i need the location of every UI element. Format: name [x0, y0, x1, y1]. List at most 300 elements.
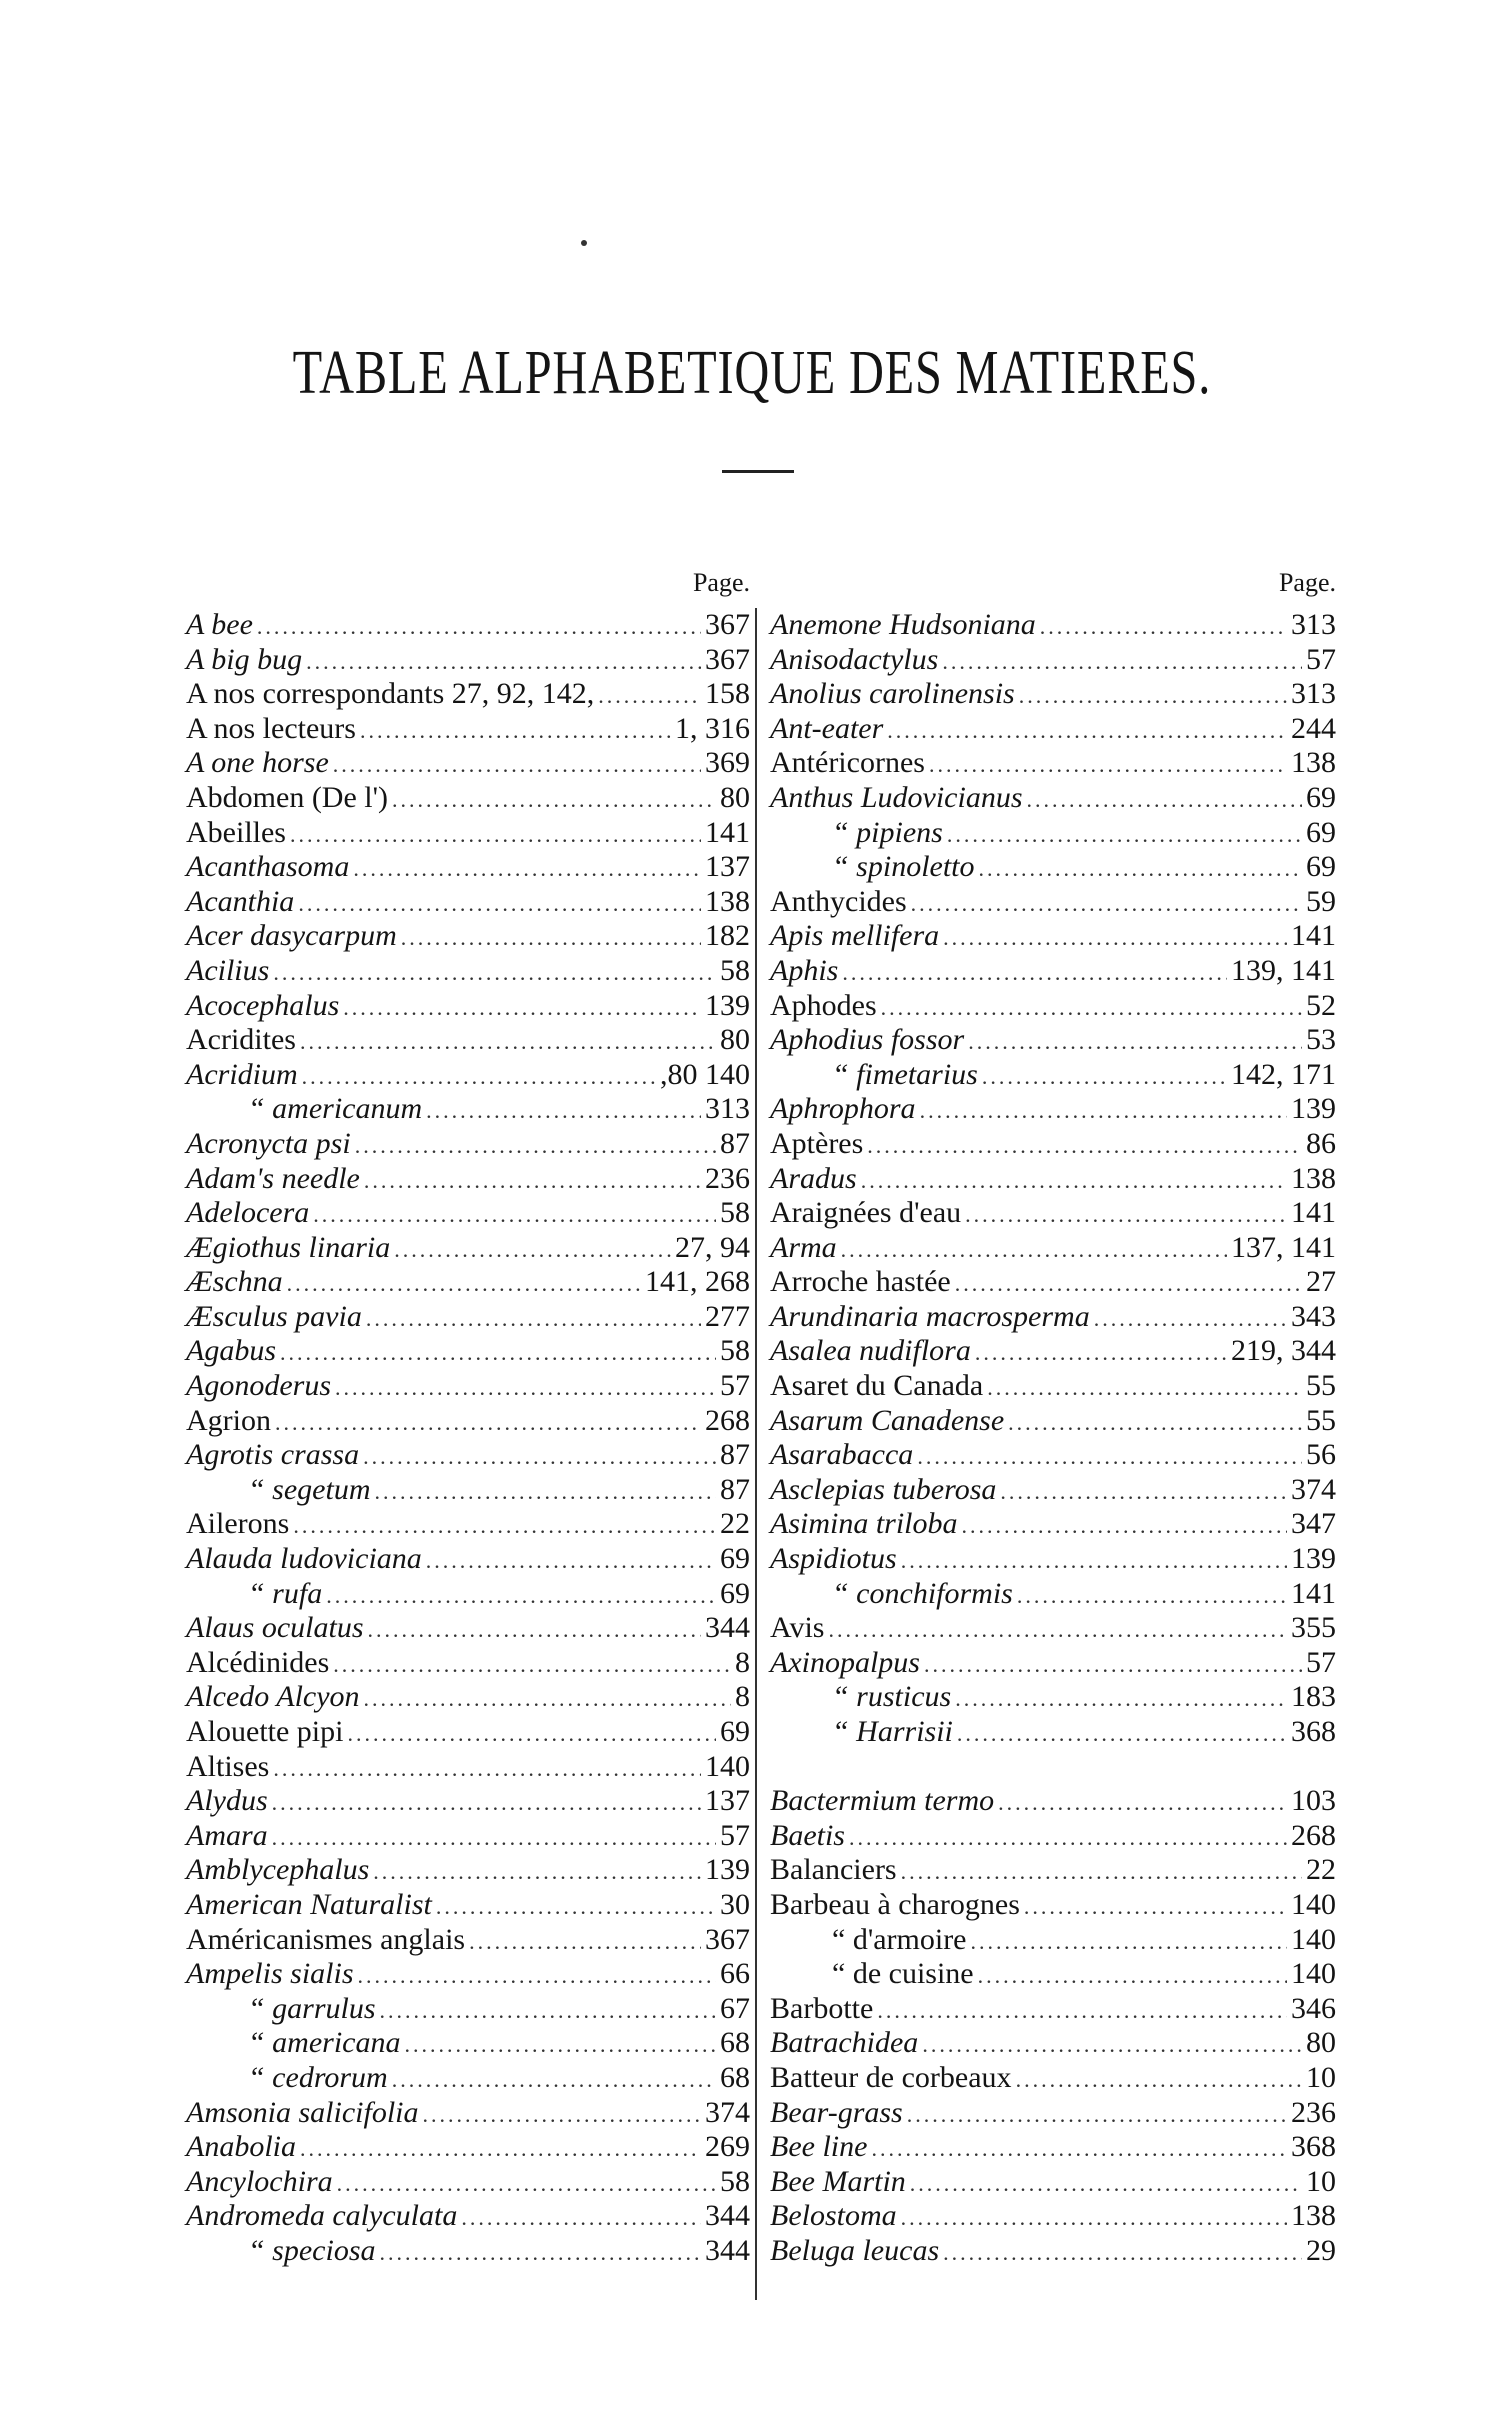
dot-leader: [942, 645, 1302, 680]
page-number: 55: [1306, 1403, 1336, 1437]
dot-leader: [287, 1267, 641, 1302]
page-title: TABLE ALPHABETIQUE DES MATIERES.: [292, 338, 1212, 407]
page-number: 182: [705, 919, 750, 953]
index-entry: [770, 989, 1336, 1024]
index-entry: [186, 712, 750, 747]
page-number: 30: [720, 1887, 750, 1921]
page-number: 139: [705, 1853, 750, 1887]
page-number: 219, 344: [1231, 1334, 1336, 1368]
dot-leader: [353, 852, 701, 887]
index-entry: [186, 1888, 750, 1923]
index-term: Acanthasoma: [186, 850, 350, 884]
index-term: “ conchiformis: [832, 1576, 1013, 1610]
index-entry: [186, 1334, 750, 1369]
index-entry: [186, 2026, 750, 2061]
page-number: 138: [1291, 2199, 1336, 2233]
page-number: 236: [705, 1161, 750, 1195]
index-term: Aptères: [770, 1126, 864, 1160]
dot-leader: [426, 1094, 701, 1129]
index-entry: [186, 2130, 750, 2165]
page-number: 66: [720, 1957, 750, 1991]
page-number: 244: [1291, 711, 1336, 745]
dot-leader: [1019, 679, 1287, 714]
dot-leader: [373, 1855, 701, 1890]
index-term: “ rufa: [248, 1576, 323, 1610]
index-term: Alaus oculatus: [186, 1611, 364, 1645]
dot-leader: [965, 1198, 1287, 1233]
page-number: 346: [1291, 1991, 1336, 2025]
page-number: 27, 94: [675, 1230, 750, 1264]
page-number: 57: [1306, 642, 1336, 676]
page-number: 141: [1291, 919, 1336, 953]
page-number: 139: [1291, 1092, 1336, 1126]
index-entry: [186, 1715, 750, 1750]
index-entry: [186, 1646, 750, 1681]
page-number: 69: [720, 1542, 750, 1576]
page-number: 367: [705, 608, 750, 641]
index-term: Anthycides: [770, 884, 907, 918]
index-entry: [770, 2199, 1336, 2234]
dot-leader: [290, 818, 701, 853]
index-entry: [186, 989, 750, 1024]
dot-leader: [272, 1821, 716, 1856]
index-entry: [186, 954, 750, 989]
dot-leader: [273, 1752, 701, 1787]
page-number: 343: [1291, 1299, 1336, 1333]
index-entry: [186, 2096, 750, 2131]
index-entry: [186, 1853, 750, 1888]
page-number: 141, 268: [645, 1265, 750, 1299]
dot-leader: [1016, 2063, 1302, 2098]
index-entry: [770, 1784, 1336, 1819]
dot-leader: [380, 2236, 702, 2271]
index-entry: [770, 1369, 1336, 1404]
index-entry: [770, 954, 1336, 989]
column-divider: [755, 608, 757, 2300]
page-number: 87: [720, 1472, 750, 1506]
index-term: Barbeau à charognes: [770, 1887, 1020, 1921]
index-term: Agonoderus: [186, 1369, 331, 1403]
index-entry: [770, 1092, 1336, 1127]
dot-leader: [841, 1233, 1227, 1268]
index-entry: [186, 1542, 750, 1577]
page-number: 268: [1291, 1818, 1336, 1852]
index-entry: [770, 1473, 1336, 1508]
index-entry: [770, 1853, 1336, 1888]
index-term: Alauda ludoviciana: [186, 1542, 422, 1576]
page-number: 55: [1306, 1369, 1336, 1403]
page-number: 367: [705, 642, 750, 676]
dot-leader: [955, 1267, 1302, 1302]
dot-leader: [901, 1544, 1287, 1579]
index-term: Abdomen (De l'): [186, 780, 389, 814]
page-column-header: Page.: [692, 568, 750, 597]
stray-dot: [581, 240, 587, 246]
page-number: 139, 141: [1231, 953, 1336, 987]
dot-leader: [306, 645, 701, 680]
index-entry: [770, 1923, 1336, 1958]
index-term: Adelocera: [186, 1196, 310, 1230]
page-number: 58: [720, 1196, 750, 1230]
index-entry: [186, 643, 750, 678]
page-number: 355: [1291, 1611, 1336, 1645]
page-number: 69: [720, 1576, 750, 1610]
page-number: 52: [1306, 988, 1336, 1022]
dot-leader: [1040, 610, 1287, 645]
dot-leader: [392, 2063, 716, 2098]
index-term: “ Harrisii: [832, 1715, 953, 1748]
index-entry: [186, 2165, 750, 2200]
dot-leader: [910, 2167, 1302, 2202]
dot-leader: [333, 1648, 731, 1683]
index-entry: [186, 2234, 750, 2269]
index-term: Acridium: [186, 1057, 298, 1091]
index-entry: [770, 2234, 1336, 2269]
index-entry: [770, 1438, 1336, 1473]
dot-leader: [881, 991, 1302, 1026]
page-number: 369: [705, 746, 750, 780]
index-term: Barbotte: [770, 1991, 874, 2025]
page-number: 347: [1291, 1507, 1336, 1541]
page-number: 1, 316: [675, 711, 750, 745]
index-entry: [186, 1957, 750, 1992]
dot-leader: [968, 1025, 1302, 1060]
dot-leader: [300, 1025, 716, 1060]
page-number: 59: [1306, 884, 1336, 918]
page-number: 269: [705, 2130, 750, 2164]
index-entry: [770, 919, 1336, 954]
page-number: 138: [1291, 1161, 1336, 1195]
dot-leader: [1008, 1406, 1302, 1441]
dot-leader: [1024, 1890, 1287, 1925]
dot-leader: [978, 1959, 1287, 1994]
dot-leader: [982, 1060, 1227, 1095]
dot-leader: [1027, 783, 1303, 818]
index-term: Acocephalus: [186, 988, 340, 1022]
index-term: Asclepias tuberosa: [770, 1472, 997, 1506]
page-number: 142, 171: [1231, 1057, 1336, 1091]
page-number: 69: [1306, 850, 1336, 884]
dot-leader: [364, 1682, 731, 1717]
dot-leader: [962, 1509, 1287, 1544]
index-term: Bactermium termo: [770, 1784, 995, 1818]
index-entry: [770, 1404, 1336, 1439]
index-term: Amsonia salicifolia: [186, 2095, 419, 2129]
index-term: Arma: [770, 1230, 837, 1264]
dot-leader: [929, 748, 1287, 783]
index-entry: [770, 643, 1336, 678]
index-entry: [186, 2199, 750, 2234]
index-term: Abeilles: [186, 815, 286, 849]
dot-leader: [366, 1302, 701, 1337]
index-entry: [770, 850, 1336, 885]
page-number: 367: [705, 1922, 750, 1956]
index-term: “ d'armoire: [832, 1922, 967, 1956]
index-term: “ americana: [248, 2026, 401, 2060]
index-entry: [770, 1334, 1336, 1369]
page-number: 368: [1291, 2130, 1336, 2164]
page-number: 137: [705, 1784, 750, 1818]
index-entry: [770, 2061, 1336, 2096]
page-number: 87: [720, 1438, 750, 1472]
dot-leader: [358, 1959, 716, 1994]
index-term: Agabus: [186, 1334, 276, 1368]
index-term: A big bug: [186, 642, 303, 676]
page-number: 140: [1291, 1957, 1336, 1991]
section-gap: [770, 1750, 1336, 1785]
index-term: Avis: [770, 1611, 825, 1645]
index-entries-left: [186, 608, 750, 2269]
dot-leader: [871, 2132, 1287, 2167]
dot-leader: [343, 991, 701, 1026]
dot-leader: [368, 1613, 702, 1648]
index-entry: [186, 608, 750, 643]
page-number: 158: [705, 677, 750, 711]
index-term: “ segetum: [248, 1472, 371, 1506]
dot-leader: [1000, 1475, 1287, 1510]
page-number: 29: [1306, 2233, 1336, 2267]
dot-leader: [943, 921, 1287, 956]
page-number: 141: [1291, 1576, 1336, 1610]
index-term: Acer dasycarpum: [186, 919, 397, 953]
index-entry: [186, 1231, 750, 1266]
index-term: “ garrulus: [248, 1991, 376, 2025]
dot-leader: [598, 679, 701, 714]
index-entry: [770, 885, 1336, 920]
index-term: Ægiothus linaria: [186, 1230, 391, 1264]
index-term: Asimina triloba: [770, 1507, 958, 1541]
dot-leader: [877, 1994, 1287, 2029]
index-term: Belostoma: [770, 2199, 897, 2233]
dot-leader: [461, 2201, 701, 2236]
index-term: Anthus Ludovicianus: [770, 780, 1023, 814]
dot-leader: [347, 1717, 716, 1752]
dot-leader: [380, 1994, 716, 2029]
index-term: Alcédinides: [186, 1645, 330, 1679]
page-number: 22: [1306, 1853, 1336, 1887]
page-number: 138: [1291, 746, 1336, 780]
page-number: 277: [705, 1299, 750, 1333]
index-entry: [186, 2061, 750, 2096]
dot-leader: [300, 2132, 701, 2167]
index-entry: [186, 1680, 750, 1715]
index-entry: [770, 1058, 1336, 1093]
page-number: 139: [705, 988, 750, 1022]
index-entry: [186, 1611, 750, 1646]
page-number: 313: [1291, 677, 1336, 711]
dot-leader: [887, 714, 1287, 749]
dot-leader: [920, 1094, 1287, 1129]
index-term: A one horse: [186, 746, 329, 780]
page-number: 58: [720, 1334, 750, 1368]
index-term: Agrion: [186, 1403, 271, 1437]
index-entry: [770, 1162, 1336, 1197]
index-column-left: [186, 558, 750, 2269]
page-number: 56: [1306, 1438, 1336, 1472]
page-number: 57: [720, 1818, 750, 1852]
dot-leader: [842, 956, 1227, 991]
dot-leader: [924, 1648, 1302, 1683]
index-term: Anemone Hudsoniana: [770, 608, 1036, 641]
index-entry: [770, 1265, 1336, 1300]
index-entry: [770, 1127, 1336, 1162]
index-term: Andromeda calyculata: [186, 2199, 458, 2233]
index-entry: [186, 1750, 750, 1785]
page-number: 140: [1291, 1922, 1336, 1956]
index-term: “ rusticus: [832, 1680, 952, 1714]
index-entry: [770, 781, 1336, 816]
dot-leader: [1094, 1302, 1287, 1337]
page-column-header: Page.: [1278, 568, 1336, 597]
index-term: Amara: [186, 1818, 268, 1852]
page-number: 268: [705, 1403, 750, 1437]
dot-leader: [861, 1164, 1287, 1199]
page-number: ,80 140: [660, 1057, 750, 1091]
dot-leader: [998, 1786, 1287, 1821]
dot-leader: [337, 2167, 716, 2202]
index-term: Anisodactylus: [770, 642, 939, 676]
page-number: 313: [705, 1092, 750, 1126]
dot-leader: [302, 1060, 656, 1095]
index-term: Batrachidea: [770, 2026, 919, 2060]
index-term: Ancylochira: [186, 2164, 333, 2198]
index-term: Ampelis sialis: [186, 1957, 354, 1991]
page-number: 236: [1291, 2095, 1336, 2129]
index-entry: [770, 1611, 1336, 1646]
index-entry: [770, 2096, 1336, 2131]
index-term: Beluga leucas: [770, 2233, 940, 2267]
index-entry: [186, 1300, 750, 1335]
dot-leader: [436, 1890, 716, 1925]
index-entry: [770, 1023, 1336, 1058]
page-number: 69: [1306, 780, 1336, 814]
index-entry: [186, 1784, 750, 1819]
index-term: Acanthia: [186, 884, 295, 918]
dot-leader: [943, 2236, 1302, 2271]
page-number: 368: [1291, 1715, 1336, 1748]
dot-leader: [955, 1682, 1287, 1717]
page-number: 86: [1306, 1126, 1336, 1160]
index-entry: [186, 1992, 750, 2027]
dot-leader: [394, 1233, 671, 1268]
dot-leader: [849, 1821, 1287, 1856]
index-term: Américanismes anglais: [186, 1922, 466, 1956]
title-rule: [722, 470, 794, 473]
dot-leader: [922, 2028, 1302, 2063]
index-entry: [186, 1819, 750, 1854]
index-entry: [770, 1888, 1336, 1923]
page-number: 69: [1306, 815, 1336, 849]
index-entry: [770, 1196, 1336, 1231]
index-entry: [186, 1923, 750, 1958]
index-term: “ spinoletto: [832, 850, 975, 884]
page-number: 138: [705, 884, 750, 918]
page-number: 22: [720, 1507, 750, 1541]
index-entry: [770, 1646, 1336, 1681]
index-entry: [770, 1992, 1336, 2027]
dot-leader: [355, 1129, 716, 1164]
index-term: Aphodius fossor: [770, 1023, 965, 1057]
index-entry: [186, 1265, 750, 1300]
index-term: Balanciers: [770, 1853, 897, 1887]
page-number: 344: [705, 2199, 750, 2233]
page-number: 10: [1306, 2060, 1336, 2094]
index-entry: [186, 1507, 750, 1542]
dot-leader: [335, 1371, 716, 1406]
index-entry: [770, 1957, 1336, 1992]
index-entry: [186, 746, 750, 781]
index-term: Aspidiotus: [770, 1542, 897, 1576]
index-term: Baetis: [770, 1818, 845, 1852]
index-term: Araignées d'eau: [770, 1196, 962, 1230]
page-number: 137, 141: [1231, 1230, 1336, 1264]
dot-leader: [828, 1613, 1287, 1648]
index-term: Acridites: [186, 1023, 296, 1057]
dot-leader: [947, 818, 1302, 853]
page-number: 374: [1291, 1472, 1336, 1506]
dot-leader: [392, 783, 716, 818]
index-term: Batteur de corbeaux: [770, 2060, 1012, 2094]
index-entry: [186, 885, 750, 920]
index-entry: [770, 2026, 1336, 2061]
page-number: 68: [720, 2060, 750, 2094]
index-term: Acronycta psi: [186, 1126, 351, 1160]
index-term: Alcedo Alcyon: [186, 1680, 360, 1714]
dot-leader: [911, 887, 1302, 922]
dot-leader: [272, 1786, 701, 1821]
index-entry: [770, 1542, 1336, 1577]
index-entry: [186, 1438, 750, 1473]
index-entry: [770, 746, 1336, 781]
dot-leader: [469, 1925, 701, 1960]
index-term: American Naturalist: [186, 1887, 432, 1921]
dot-leader: [901, 1855, 1302, 1890]
dot-leader: [426, 1544, 716, 1579]
dot-leader: [326, 1579, 716, 1614]
index-term: A nos correspondants 27, 92, 142,: [186, 677, 595, 711]
index-term: Asaret du Canada: [770, 1369, 984, 1403]
page-number: 58: [720, 953, 750, 987]
index-entry: [770, 2165, 1336, 2200]
page-number: 141: [1291, 1196, 1336, 1230]
page-number: 87: [720, 1126, 750, 1160]
page-number: 103: [1291, 1784, 1336, 1818]
page-number: 139: [1291, 1542, 1336, 1576]
index-term: Bee line: [770, 2130, 868, 2164]
page-number: 53: [1306, 1023, 1336, 1057]
index-entry: [770, 1507, 1336, 1542]
index-term: Acilius: [186, 953, 270, 987]
page-number: 8: [735, 1645, 750, 1679]
index-entry: [186, 1473, 750, 1508]
dot-leader: [364, 1164, 701, 1199]
index-entry: [770, 816, 1336, 851]
index-term: Alydus: [186, 1784, 268, 1818]
page-number: 10: [1306, 2164, 1336, 2198]
index-term: “ speciosa: [248, 2233, 376, 2267]
index-entry: [770, 608, 1336, 643]
index-entry: [186, 781, 750, 816]
index-entry: [770, 1231, 1336, 1266]
index-term: Asalea nudiflora: [770, 1334, 971, 1368]
page-number: 344: [705, 2233, 750, 2267]
index-term: Ant-eater: [770, 711, 884, 745]
index-term: Æschna: [186, 1265, 283, 1299]
dot-leader: [405, 2028, 717, 2063]
index-term: Aphrophora: [770, 1092, 916, 1126]
page-number: 69: [720, 1715, 750, 1748]
dot-leader: [423, 2098, 702, 2133]
